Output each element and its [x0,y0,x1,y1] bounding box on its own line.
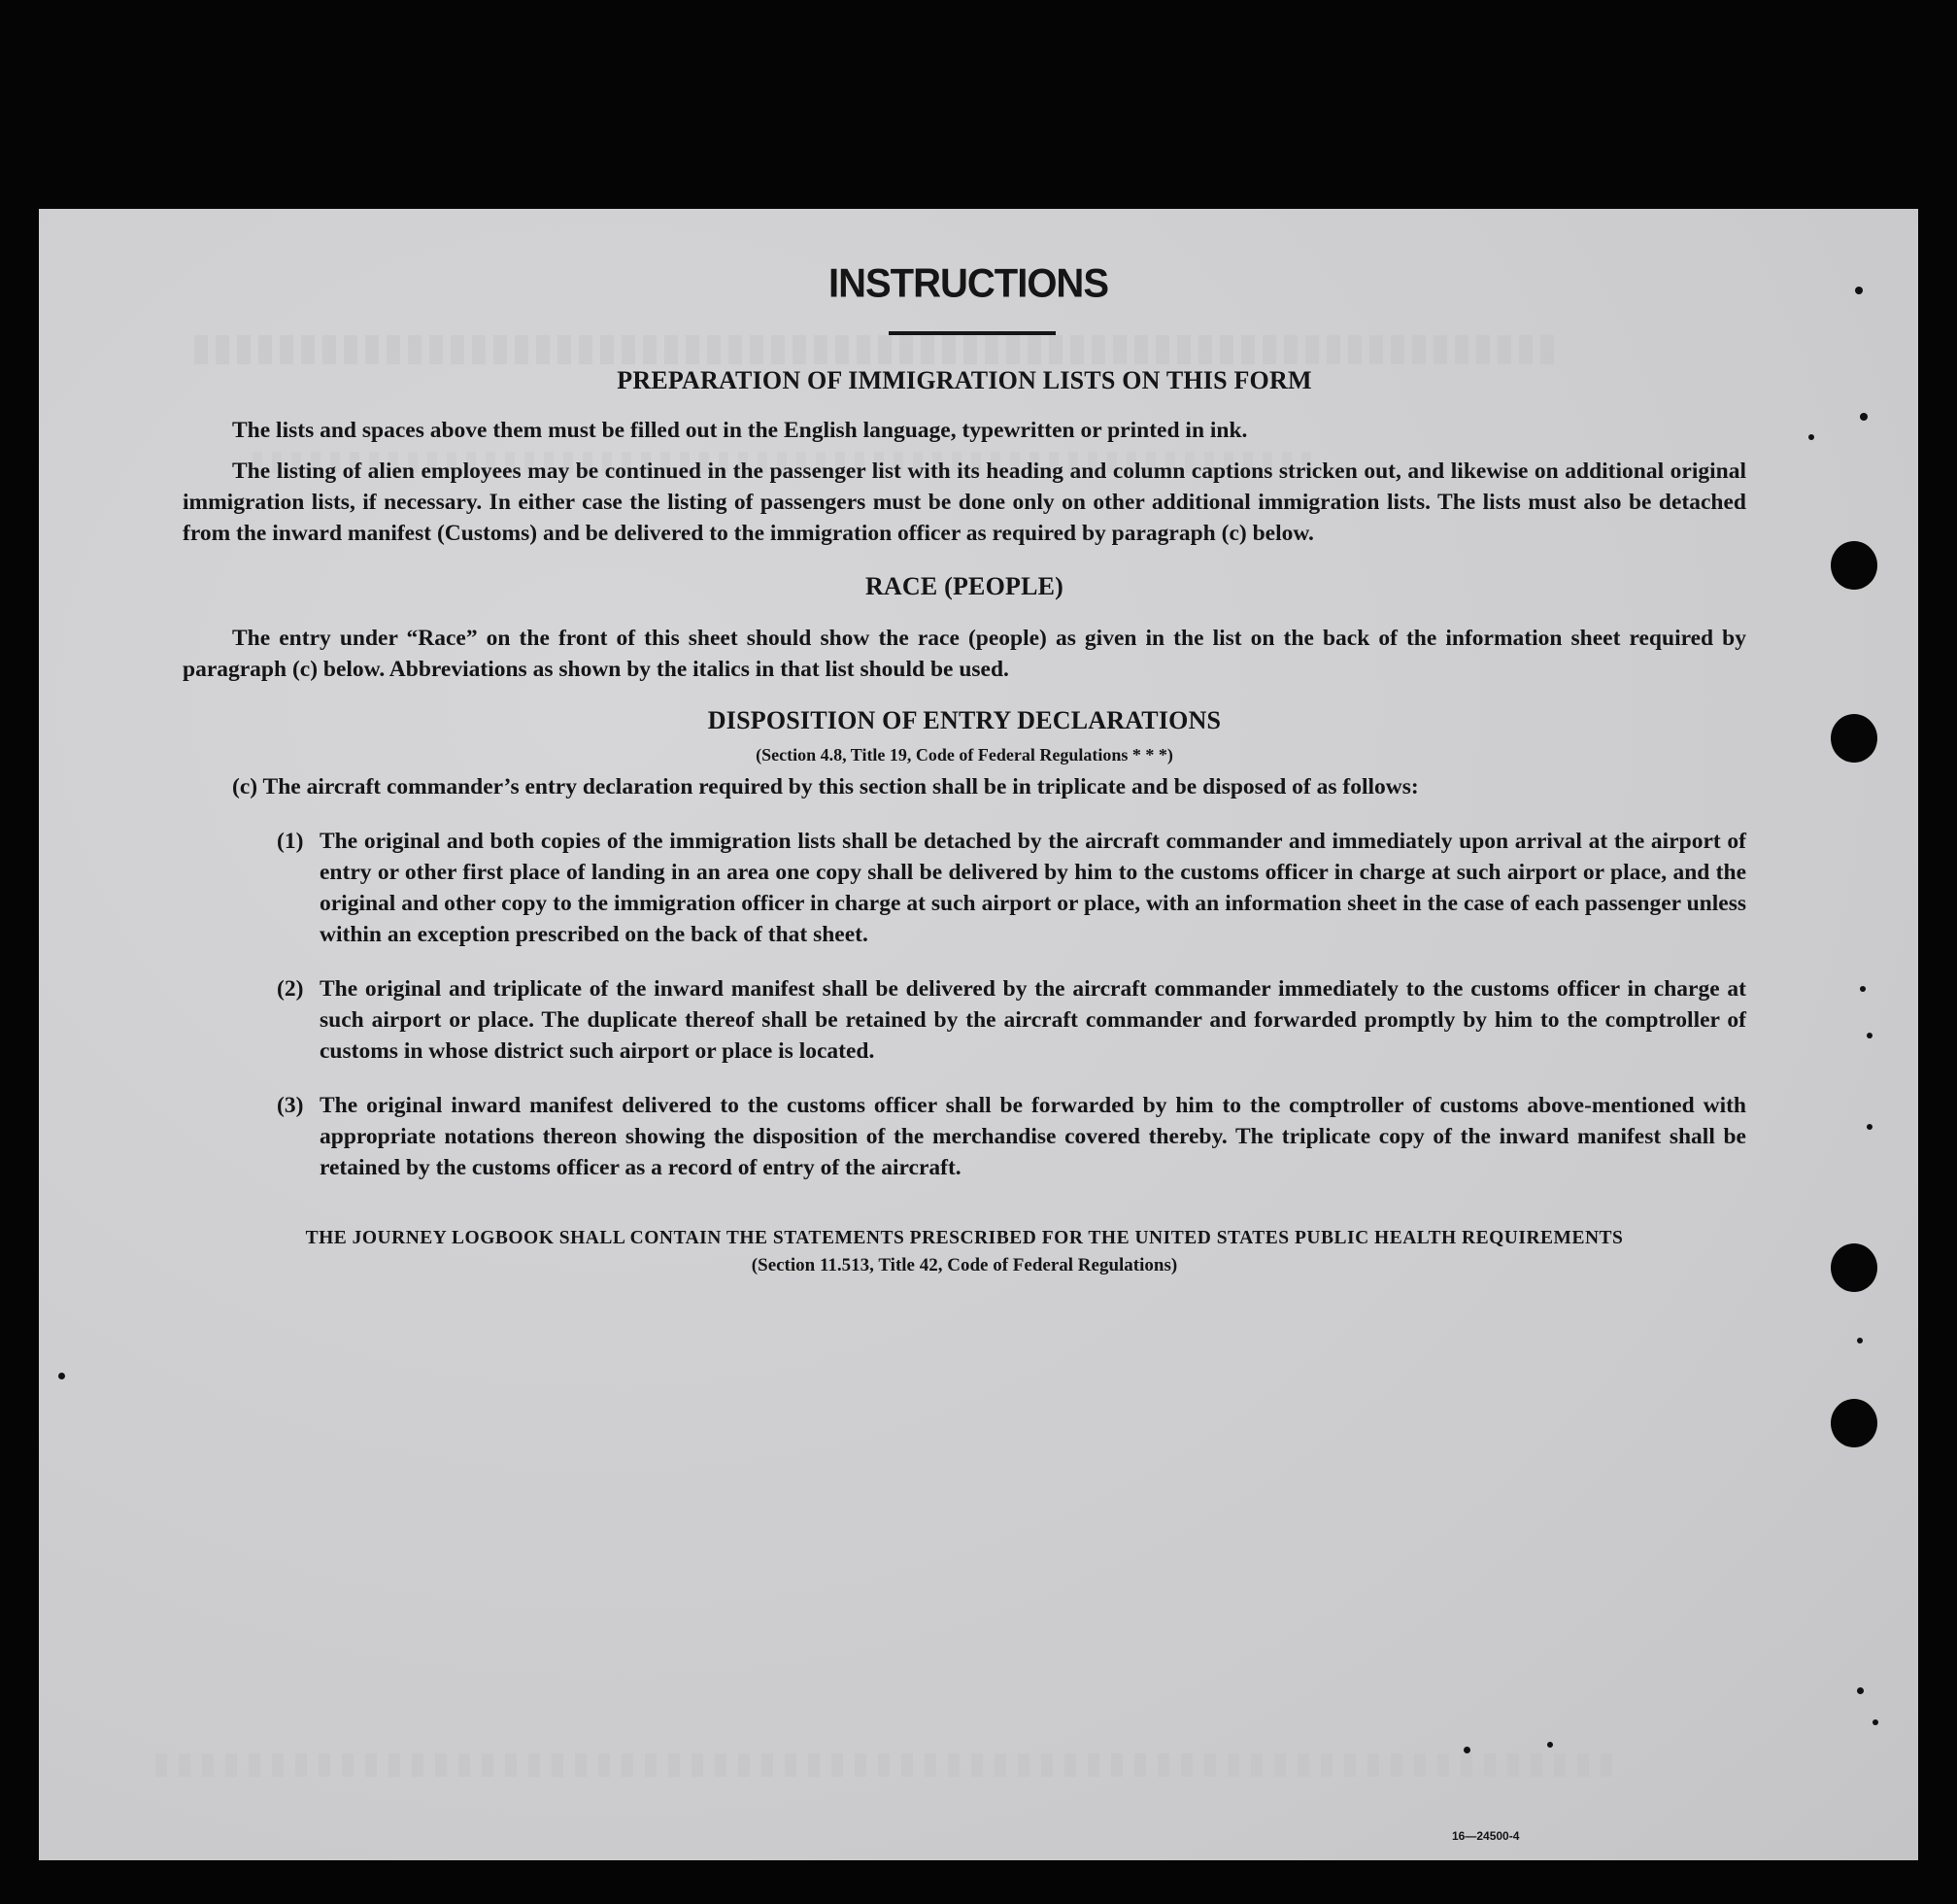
preparation-paragraph-2: The listing of alien employees may be continued in the passenger list with its heading and column captions stricken out, and likewise on additional original immigration lists, if necessary. In either case the listing of passengers must be done only on other additional immigration lists. The lists must also be detached from the inward manifest (Customs) and be delivered to the immigration officer as required by paragraph (c) below. [183,459,1746,546]
dust-speck [1860,413,1868,421]
title-underline [889,331,1056,335]
preparation-heading: PREPARATION OF IMMIGRATION LISTS ON THIS FORM [617,366,1312,394]
dust-speck [1873,1719,1878,1725]
item-number: (2) [277,976,304,1002]
item-text: The original inward manifest delivered to the customs officer shall be forwarded by him to the comptroller of customs above-mentioned with appropriate notations thereon showing the disposition of the merchandise covered thereby. The triplicate copy of the inward manifest shall be retained by the customs officer as a record of entry of the aircraft. [320,1093,1746,1180]
punch-hole-icon [1831,541,1877,590]
disposition-heading: DISPOSITION OF ENTRY DECLARATIONS [707,706,1222,734]
disposition-intro: (c) The aircraft commander’s entry declaration required by this section shall be in triplicate and be disposed of as follows: [232,774,1419,799]
punch-hole-icon [1831,1243,1877,1292]
item-text: The original and triplicate of the inward manifest shall be delivered by the aircraft commander immediately to the customs officer in charge at such airport or place. The duplicate thereof shall be retained by the aircraft commander and forwarded promptly by him to the comptroller of customs in whose district such airport or place is located. [320,976,1746,1064]
disposition-citation: (Section 4.8, Title 19, Code of Federal Regulations * * *) [756,745,1173,765]
item-number: (3) [277,1093,304,1118]
show-through-artifact [155,1753,1612,1777]
dust-speck [1867,1033,1873,1038]
item-number: (1) [277,829,304,854]
page-title: INSTRUCTIONS [828,260,1108,307]
disposition-item [277,826,1746,950]
dust-speck [1857,1338,1863,1343]
preparation-paragraph-1: The lists and spaces above them must be filled out in the English language, typewritten or printed in ink. [232,418,1248,443]
race-paragraph: The entry under “Race” on the front of this sheet should show the race (people) as given in the list on the back of the information sheet required by paragraph (c) below. Abbreviations as shown by the italics in that list should be used. [183,626,1746,682]
logbook-statement: THE JOURNEY LOGBOOK SHALL CONTAIN THE STATEMENTS PRESCRIBED FOR THE UNITED STATES PUBLIC HEALTH REQUIREMENTS [305,1228,1624,1248]
punch-hole-icon [1831,1399,1877,1447]
dust-speck [1857,1687,1864,1694]
dust-speck [1860,986,1866,992]
form-number: 16—24500-4 [1452,1829,1520,1843]
instructions-content [183,262,1746,1276]
dust-speck [1464,1747,1470,1753]
disposition-item [277,973,1746,1067]
race-heading: RACE (PEOPLE) [864,572,1064,600]
disposition-item [277,1090,1746,1183]
dust-speck [1867,1124,1873,1130]
punch-hole-icon [1831,714,1877,763]
dust-speck [1855,287,1863,294]
dust-speck [58,1373,65,1379]
item-text: The original and both copies of the immigration lists shall be detached by the aircraft commander and immediately upon arrival at the airport of entry or other first place of landing in an area one copy shall be delivered by him to the customs officer in charge at such airport or place, and the original and other copy to the immigration officer in charge at such airport or place, with an information sheet in the case of each passenger unless within an exception prescribed on the back of that sheet. [320,829,1746,947]
dust-speck [1547,1742,1553,1748]
dust-speck [1808,434,1814,440]
logbook-citation: (Section 11.513, Title 42, Code of Federal Regulations) [751,1255,1178,1275]
